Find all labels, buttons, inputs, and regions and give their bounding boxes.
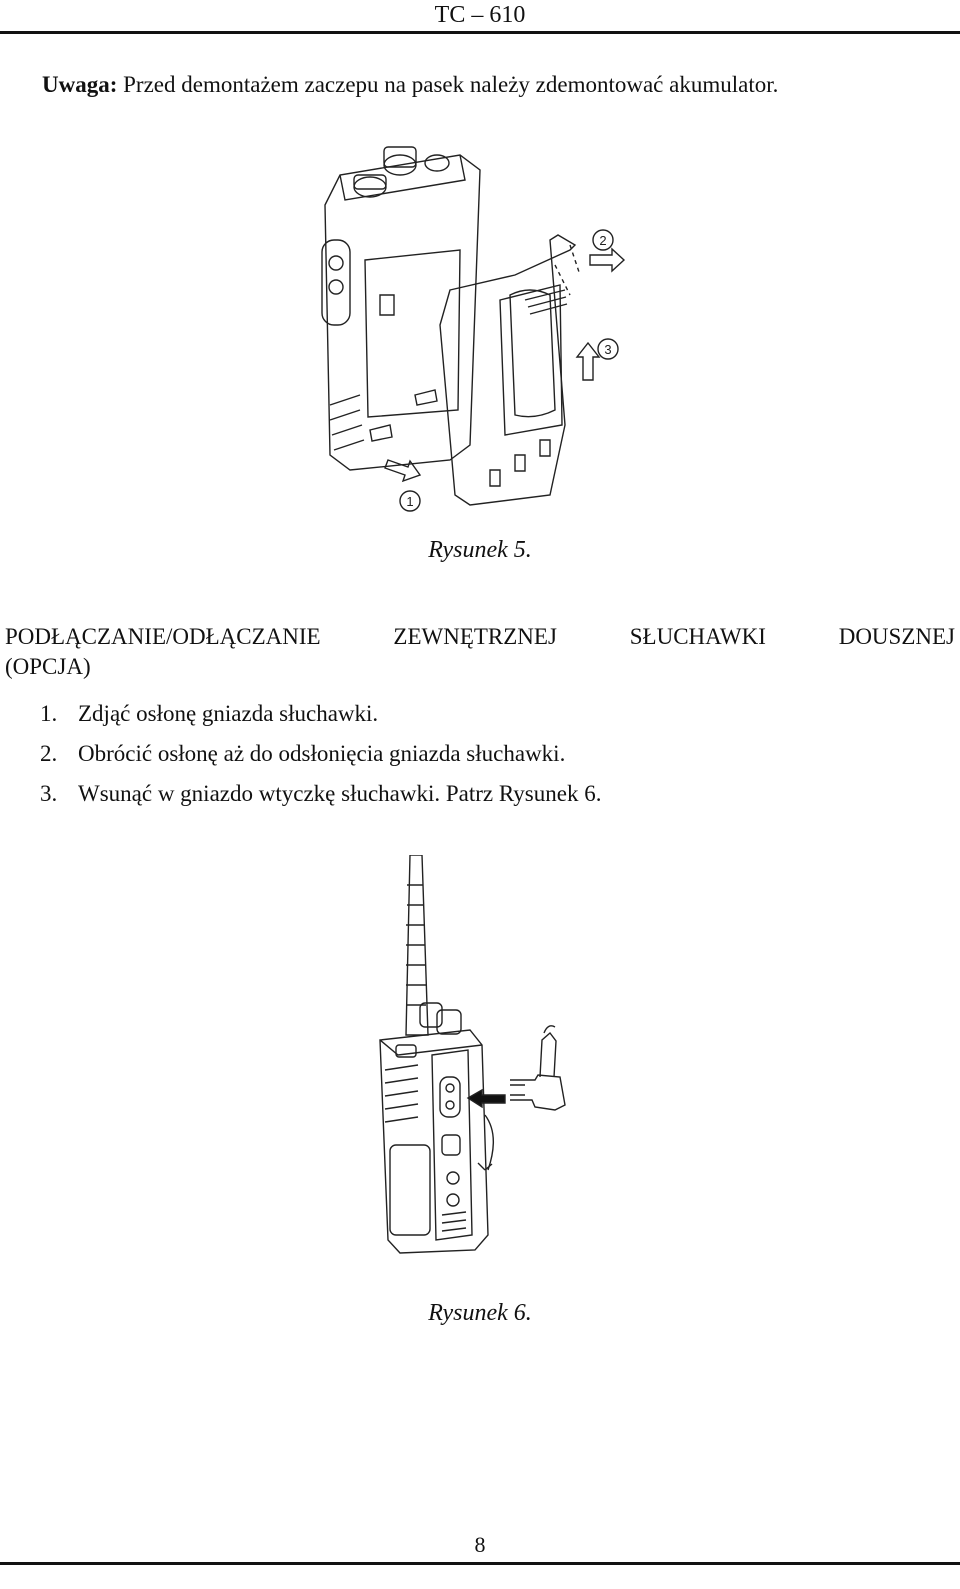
earphone-plug	[510, 1075, 565, 1110]
side-button-upper	[329, 256, 343, 270]
step-text: Obrócić osłonę aż do odsłonięcia gniazda słuchawki.	[78, 741, 566, 766]
figure-belt-clip-removal	[300, 125, 660, 530]
step-number: 2.	[40, 741, 58, 766]
radio-top-edge	[380, 1040, 482, 1055]
channel-knob-side	[384, 147, 416, 167]
plug-upper-body	[540, 1033, 556, 1077]
side-panel	[432, 1050, 472, 1240]
battery-panel	[390, 1145, 430, 1235]
antenna-base	[425, 155, 449, 171]
side-button-upper	[447, 1172, 459, 1184]
earphone-jack-panel	[440, 1077, 460, 1117]
callout-3: 3	[604, 342, 612, 357]
volume-knob	[354, 177, 386, 197]
arrow-up-icon	[577, 343, 599, 380]
jack-upper	[446, 1084, 454, 1092]
figure-earphone-connection	[360, 855, 600, 1265]
radio-body-outline	[325, 155, 480, 470]
radio-top-edge	[340, 155, 465, 200]
arrow-left-icon	[468, 1090, 505, 1107]
header-rule	[0, 31, 960, 34]
clip-slot-2	[515, 455, 525, 471]
speaker-grille	[385, 1065, 418, 1122]
ptt-button	[442, 1135, 460, 1155]
page-number: 8	[474, 1532, 486, 1557]
steps-list	[40, 694, 601, 814]
clip-slot-1	[490, 470, 500, 486]
step-number: 1.	[40, 701, 58, 726]
callout-2: 2	[599, 233, 607, 248]
step-text: Zdjąć osłonę gniazda słuchawki.	[78, 701, 379, 726]
channel-knob	[437, 1010, 461, 1034]
section-title-line1: PODŁĄCZANIE/ODŁĄCZANIE ZEWNĘTRZNEJ SŁUCHAWKI DOUSZNEJ	[5, 624, 955, 649]
jack-lower	[446, 1101, 454, 1109]
volume-knob	[420, 1003, 442, 1027]
earphone-cable	[544, 1026, 555, 1033]
earphone-illustration	[360, 855, 600, 1265]
grip-ridges	[330, 395, 364, 450]
side-button-lower	[447, 1194, 459, 1206]
section-title-line2: (OPCJA)	[5, 654, 91, 679]
step-text: Wsunąć w gniazdo wtyczkę słuchawki. Patrz Rysunek 6.	[78, 781, 602, 806]
belt-clip-illustration	[300, 125, 660, 530]
footer-rule	[0, 1562, 960, 1565]
page-header: TC – 610	[434, 2, 526, 28]
note-paragraph	[42, 70, 778, 100]
battery-label	[380, 295, 394, 315]
figure1-caption: Rysunek 5.	[428, 537, 532, 563]
list-item	[40, 774, 601, 814]
figure2-caption: Rysunek 6.	[428, 1300, 532, 1326]
note-label: Uwaga:	[42, 72, 118, 97]
clip-slot-3	[540, 440, 550, 456]
arrow-right-icon	[590, 249, 624, 271]
guide-dashes	[555, 245, 580, 295]
step-number: 3.	[40, 781, 58, 806]
callout-1: 1	[406, 494, 414, 509]
plug-pins	[510, 1085, 525, 1095]
note-text: Przed demontażem zaczepu na pasek należy zdemontować akumulator.	[117, 72, 779, 97]
list-item	[40, 694, 601, 734]
list-item	[40, 734, 601, 774]
grip-ridges	[442, 1212, 466, 1231]
side-button-lower	[329, 280, 343, 294]
